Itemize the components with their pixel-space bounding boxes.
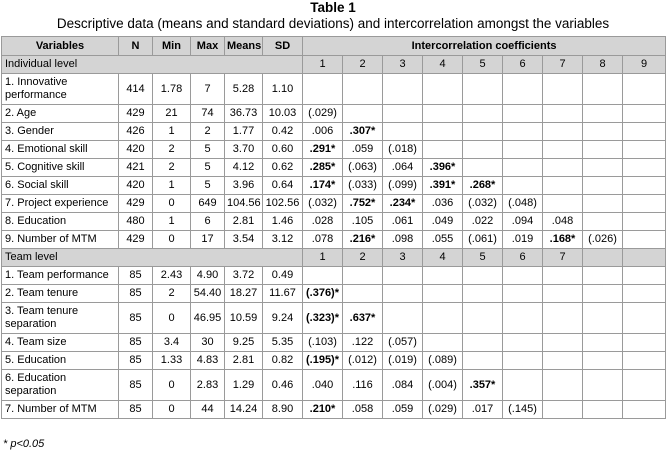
correlation-cell: [543, 74, 583, 105]
correlation-cell: [543, 303, 583, 334]
coef-column-header: 1: [303, 249, 343, 267]
variable-name: 4. Emotional skill: [2, 141, 119, 159]
coef-column-header: 6: [503, 249, 543, 267]
table-row: [2, 231, 666, 249]
table-row: [2, 141, 666, 159]
coef-column-header: 6: [503, 56, 543, 74]
correlation-cell: (.029): [303, 105, 343, 123]
coef-column-header: 7: [543, 56, 583, 74]
correlation-cell: .017: [463, 401, 503, 419]
correlation-cell: (.323)*: [303, 303, 343, 334]
stat-sd: 9.24: [263, 303, 303, 334]
stat-n: 85: [119, 285, 153, 303]
coef-column-header: 9: [623, 56, 666, 74]
correlation-cell: .396*: [423, 159, 463, 177]
correlation-cell: [503, 267, 543, 285]
correlation-cell: [623, 370, 666, 401]
correlation-cell: [583, 334, 623, 352]
correlation-cell: (.048): [503, 195, 543, 213]
significance-note: * p<0.05: [3, 438, 45, 450]
table-row: [2, 177, 666, 195]
correlation-cell: [423, 267, 463, 285]
correlation-cell: [383, 123, 423, 141]
variable-name: 6. Education separation: [2, 370, 119, 401]
coef-column-header: 7: [543, 249, 583, 267]
correlation-cell: .105: [343, 213, 383, 231]
correlation-cell: [423, 123, 463, 141]
correlation-cell: [583, 352, 623, 370]
correlation-cell: (.012): [343, 352, 383, 370]
stat-min: 2.43: [153, 267, 191, 285]
correlation-cell: .307*: [343, 123, 383, 141]
correlation-cell: .040: [303, 370, 343, 401]
column-header: N: [119, 37, 153, 56]
stat-n: 85: [119, 267, 153, 285]
correlation-cell: [503, 352, 543, 370]
correlation-cell: [503, 74, 543, 105]
stat-sd: 0.62: [263, 159, 303, 177]
correlation-cell: .094: [503, 213, 543, 231]
correlation-cell: [583, 123, 623, 141]
coef-column-header: 5: [463, 56, 503, 74]
stat-max: 5: [191, 159, 225, 177]
stat-sd: 0.60: [263, 141, 303, 159]
stat-min: 2: [153, 141, 191, 159]
stat-max: 30: [191, 334, 225, 352]
variable-name: 2. Age: [2, 105, 119, 123]
stat-mean: 1.29: [225, 370, 263, 401]
correlation-cell: [623, 352, 666, 370]
coef-column-header: 2: [343, 56, 383, 74]
stat-mean: 5.28: [225, 74, 263, 105]
correlation-cell: [503, 285, 543, 303]
correlation-cell: [463, 141, 503, 159]
coef-column-header: 4: [423, 249, 463, 267]
stat-n: 85: [119, 370, 153, 401]
variable-name: 3. Team tenure separation: [2, 303, 119, 334]
correlation-cell: (.145): [503, 401, 543, 419]
table-row: [2, 370, 666, 401]
stat-mean: 36.73: [225, 105, 263, 123]
correlation-cell: [503, 159, 543, 177]
correlation-cell: (.089): [423, 352, 463, 370]
variable-name: 5. Cognitive skill: [2, 159, 119, 177]
stat-max: 54.40: [191, 285, 225, 303]
correlation-cell: .291*: [303, 141, 343, 159]
stat-min: 3.4: [153, 334, 191, 352]
correlation-cell: [383, 74, 423, 105]
stat-min: 21: [153, 105, 191, 123]
correlation-cell: .357*: [463, 370, 503, 401]
stat-mean: 2.81: [225, 213, 263, 231]
correlation-cell: (.057): [383, 334, 423, 352]
table-row: [2, 105, 666, 123]
correlation-cell: .391*: [423, 177, 463, 195]
correlation-cell: [423, 141, 463, 159]
correlation-cell: [623, 123, 666, 141]
variable-name: 4. Team size: [2, 334, 119, 352]
correlation-cell: [623, 401, 666, 419]
stat-max: 44: [191, 401, 225, 419]
correlation-cell: [623, 213, 666, 231]
stat-n: 85: [119, 303, 153, 334]
column-header: Variables: [2, 37, 119, 56]
table-row: [2, 195, 666, 213]
header-row: [2, 37, 666, 56]
stat-max: 4.83: [191, 352, 225, 370]
correlation-cell: [463, 303, 503, 334]
variable-name: 3. Gender: [2, 123, 119, 141]
correlation-cell: [583, 141, 623, 159]
stat-sd: 1.46: [263, 213, 303, 231]
correlation-cell: [503, 303, 543, 334]
correlation-cell: [343, 285, 383, 303]
variable-name: 7. Project experience: [2, 195, 119, 213]
stat-n: 420: [119, 177, 153, 195]
stat-n: 420: [119, 141, 153, 159]
correlation-cell: [623, 159, 666, 177]
stat-max: 649: [191, 195, 225, 213]
table-caption: Descriptive data (means and standard deviations) and intercorrelation amongst the variables: [56, 16, 610, 31]
stat-min: 0: [153, 303, 191, 334]
variable-name: 2. Team tenure: [2, 285, 119, 303]
stat-sd: 5.35: [263, 334, 303, 352]
correlation-cell: (.195)*: [303, 352, 343, 370]
table-row: [2, 213, 666, 231]
correlation-cell: (.103): [303, 334, 343, 352]
stat-min: 1.78: [153, 74, 191, 105]
stat-n: 429: [119, 105, 153, 123]
stat-mean: 3.70: [225, 141, 263, 159]
coef-column-header: 3: [383, 249, 423, 267]
stat-mean: 3.96: [225, 177, 263, 195]
variable-name: 5. Education: [2, 352, 119, 370]
stat-max: 2: [191, 123, 225, 141]
stat-mean: 1.77: [225, 123, 263, 141]
correlation-cell: [543, 401, 583, 419]
stat-sd: 102.56: [263, 195, 303, 213]
correlation-cell: (.063): [343, 159, 383, 177]
correlation-cell: [583, 105, 623, 123]
section-header-row: [2, 56, 666, 74]
correlation-cell: .268*: [463, 177, 503, 195]
correlation-cell: (.018): [383, 141, 423, 159]
correlation-cell: .058: [343, 401, 383, 419]
table-row: [2, 159, 666, 177]
correlation-cell: [623, 231, 666, 249]
correlation-cell: .078: [303, 231, 343, 249]
correlation-cell: [623, 177, 666, 195]
correlation-cell: [503, 370, 543, 401]
column-header: Means: [225, 37, 263, 56]
coef-column-header: 3: [383, 56, 423, 74]
correlation-cell: .059: [343, 141, 383, 159]
correlation-cell: [423, 303, 463, 334]
descriptive-table: [1, 36, 666, 419]
coef-column-header: 8: [583, 56, 623, 74]
stat-max: 2.83: [191, 370, 225, 401]
correlation-cell: [503, 141, 543, 159]
correlation-cell: [623, 141, 666, 159]
correlation-cell: [543, 195, 583, 213]
correlation-cell: [543, 285, 583, 303]
stat-n: 421: [119, 159, 153, 177]
correlation-cell: .116: [343, 370, 383, 401]
correlation-cell: [543, 159, 583, 177]
stat-max: 5: [191, 177, 225, 195]
correlation-cell: [463, 159, 503, 177]
correlation-cell: .036: [423, 195, 463, 213]
section-label: Individual level: [2, 56, 303, 74]
correlation-cell: (.032): [463, 195, 503, 213]
correlation-cell: .048: [543, 213, 583, 231]
coef-column-header: [583, 249, 623, 267]
correlation-cell: [503, 177, 543, 195]
correlation-cell: [303, 74, 343, 105]
correlation-cell: [463, 334, 503, 352]
correlation-cell: .122: [343, 334, 383, 352]
table-row: [2, 267, 666, 285]
correlation-cell: (.033): [343, 177, 383, 195]
stat-max: 46.95: [191, 303, 225, 334]
correlation-cell: [463, 285, 503, 303]
stat-mean: 14.24: [225, 401, 263, 419]
section-header-row: [2, 249, 666, 267]
table-row: [2, 303, 666, 334]
stat-sd: 0.82: [263, 352, 303, 370]
correlation-cell: .006: [303, 123, 343, 141]
variable-name: 7. Number of MTM: [2, 401, 119, 419]
stat-mean: 10.59: [225, 303, 263, 334]
correlation-cell: [503, 334, 543, 352]
table-row: [2, 285, 666, 303]
correlation-cell: (.061): [463, 231, 503, 249]
stat-mean: 4.12: [225, 159, 263, 177]
stat-n: 429: [119, 231, 153, 249]
correlation-cell: [343, 267, 383, 285]
table-row: [2, 401, 666, 419]
stat-min: 0: [153, 401, 191, 419]
correlation-cell: [543, 105, 583, 123]
table-row: [2, 352, 666, 370]
correlation-cell: (.004): [423, 370, 463, 401]
table-row: [2, 334, 666, 352]
stat-sd: 0.49: [263, 267, 303, 285]
correlation-cell: .285*: [303, 159, 343, 177]
correlation-cell: (.032): [303, 195, 343, 213]
stat-sd: 0.42: [263, 123, 303, 141]
stat-mean: 2.81: [225, 352, 263, 370]
correlation-cell: .752*: [343, 195, 383, 213]
correlation-cell: [543, 141, 583, 159]
correlation-cell: [463, 123, 503, 141]
table-title: Table 1: [310, 0, 356, 15]
correlation-cell: .174*: [303, 177, 343, 195]
correlation-cell: [543, 177, 583, 195]
stat-min: 0: [153, 195, 191, 213]
correlation-cell: [423, 334, 463, 352]
correlation-cell: (.026): [583, 231, 623, 249]
variable-name: 9. Number of MTM: [2, 231, 119, 249]
stat-max: 4.90: [191, 267, 225, 285]
correlation-cell: [623, 303, 666, 334]
correlation-cell: .049: [423, 213, 463, 231]
correlation-cell: [583, 213, 623, 231]
table-row: [2, 74, 666, 105]
stat-sd: 0.46: [263, 370, 303, 401]
correlation-cell: [623, 74, 666, 105]
correlation-cell: .168*: [543, 231, 583, 249]
stat-n: 85: [119, 334, 153, 352]
correlation-cell: [623, 334, 666, 352]
variable-name: 6. Social skill: [2, 177, 119, 195]
correlation-cell: [463, 267, 503, 285]
correlation-cell: .019: [503, 231, 543, 249]
correlation-cell: [503, 105, 543, 123]
column-header: Min: [153, 37, 191, 56]
column-header: SD: [263, 37, 303, 56]
stat-sd: 0.64: [263, 177, 303, 195]
correlation-cell: .059: [383, 401, 423, 419]
correlation-cell: .055: [423, 231, 463, 249]
correlation-cell: .022: [463, 213, 503, 231]
correlation-cell: [383, 105, 423, 123]
variable-name: 8. Education: [2, 213, 119, 231]
correlation-cell: [343, 105, 383, 123]
correlation-cell: .064: [383, 159, 423, 177]
stat-mean: 3.54: [225, 231, 263, 249]
correlation-cell: .098: [383, 231, 423, 249]
correlation-cell: [343, 74, 383, 105]
variable-name: 1. Innovative performance: [2, 74, 119, 105]
correlation-cell: [383, 285, 423, 303]
correlation-cell: [583, 195, 623, 213]
correlation-cell: [543, 123, 583, 141]
correlation-cell: [623, 285, 666, 303]
correlation-cell: .061: [383, 213, 423, 231]
stat-mean: 9.25: [225, 334, 263, 352]
correlation-cell: [623, 195, 666, 213]
stat-max: 6: [191, 213, 225, 231]
correlation-cell: [503, 123, 543, 141]
correlation-cell: [463, 74, 503, 105]
correlation-cell: [383, 303, 423, 334]
column-header: Intercorrelation coefficients: [303, 37, 666, 56]
stat-n: 426: [119, 123, 153, 141]
correlation-cell: .234*: [383, 195, 423, 213]
stat-min: 0: [153, 370, 191, 401]
correlation-cell: [583, 370, 623, 401]
correlation-cell: [423, 74, 463, 105]
correlation-cell: [463, 352, 503, 370]
coef-column-header: 4: [423, 56, 463, 74]
correlation-cell: [423, 285, 463, 303]
stat-min: 2: [153, 285, 191, 303]
correlation-cell: [543, 334, 583, 352]
stat-n: 85: [119, 401, 153, 419]
stat-n: 429: [119, 195, 153, 213]
stat-max: 5: [191, 141, 225, 159]
coef-column-header: 1: [303, 56, 343, 74]
stat-sd: 3.12: [263, 231, 303, 249]
correlation-cell: .637*: [343, 303, 383, 334]
correlation-cell: [463, 105, 503, 123]
coef-column-header: 2: [343, 249, 383, 267]
stat-min: 0: [153, 231, 191, 249]
correlation-cell: [303, 267, 343, 285]
stat-max: 7: [191, 74, 225, 105]
correlation-cell: [543, 370, 583, 401]
stat-min: 1: [153, 123, 191, 141]
correlation-cell: [583, 267, 623, 285]
variable-name: 1. Team performance: [2, 267, 119, 285]
coef-column-header: 5: [463, 249, 503, 267]
correlation-cell: [543, 352, 583, 370]
correlation-cell: [583, 177, 623, 195]
stat-sd: 8.90: [263, 401, 303, 419]
stat-sd: 10.03: [263, 105, 303, 123]
stat-max: 17: [191, 231, 225, 249]
correlation-cell: (.099): [383, 177, 423, 195]
correlation-cell: .084: [383, 370, 423, 401]
correlation-cell: [383, 267, 423, 285]
correlation-cell: (.019): [383, 352, 423, 370]
stat-min: 1: [153, 213, 191, 231]
coef-column-header: [623, 249, 666, 267]
stat-mean: 18.27: [225, 285, 263, 303]
stat-max: 74: [191, 105, 225, 123]
stat-mean: 3.72: [225, 267, 263, 285]
stat-min: 1: [153, 177, 191, 195]
correlation-cell: (.376)*: [303, 285, 343, 303]
stat-n: 85: [119, 352, 153, 370]
correlation-cell: [623, 105, 666, 123]
section-label: Team level: [2, 249, 303, 267]
table-row: [2, 123, 666, 141]
stat-n: 414: [119, 74, 153, 105]
stat-min: 2: [153, 159, 191, 177]
correlation-cell: .028: [303, 213, 343, 231]
column-header: Max: [191, 37, 225, 56]
stat-min: 1.33: [153, 352, 191, 370]
correlation-cell: [623, 267, 666, 285]
correlation-cell: (.029): [423, 401, 463, 419]
correlation-cell: .210*: [303, 401, 343, 419]
correlation-cell: .216*: [343, 231, 383, 249]
correlation-cell: [423, 105, 463, 123]
stat-sd: 1.10: [263, 74, 303, 105]
correlation-cell: [583, 303, 623, 334]
correlation-cell: [543, 267, 583, 285]
correlation-cell: [583, 401, 623, 419]
stat-mean: 104.56: [225, 195, 263, 213]
stat-sd: 11.67: [263, 285, 303, 303]
correlation-cell: [583, 159, 623, 177]
correlation-cell: [583, 285, 623, 303]
correlation-cell: [583, 74, 623, 105]
stat-n: 480: [119, 213, 153, 231]
